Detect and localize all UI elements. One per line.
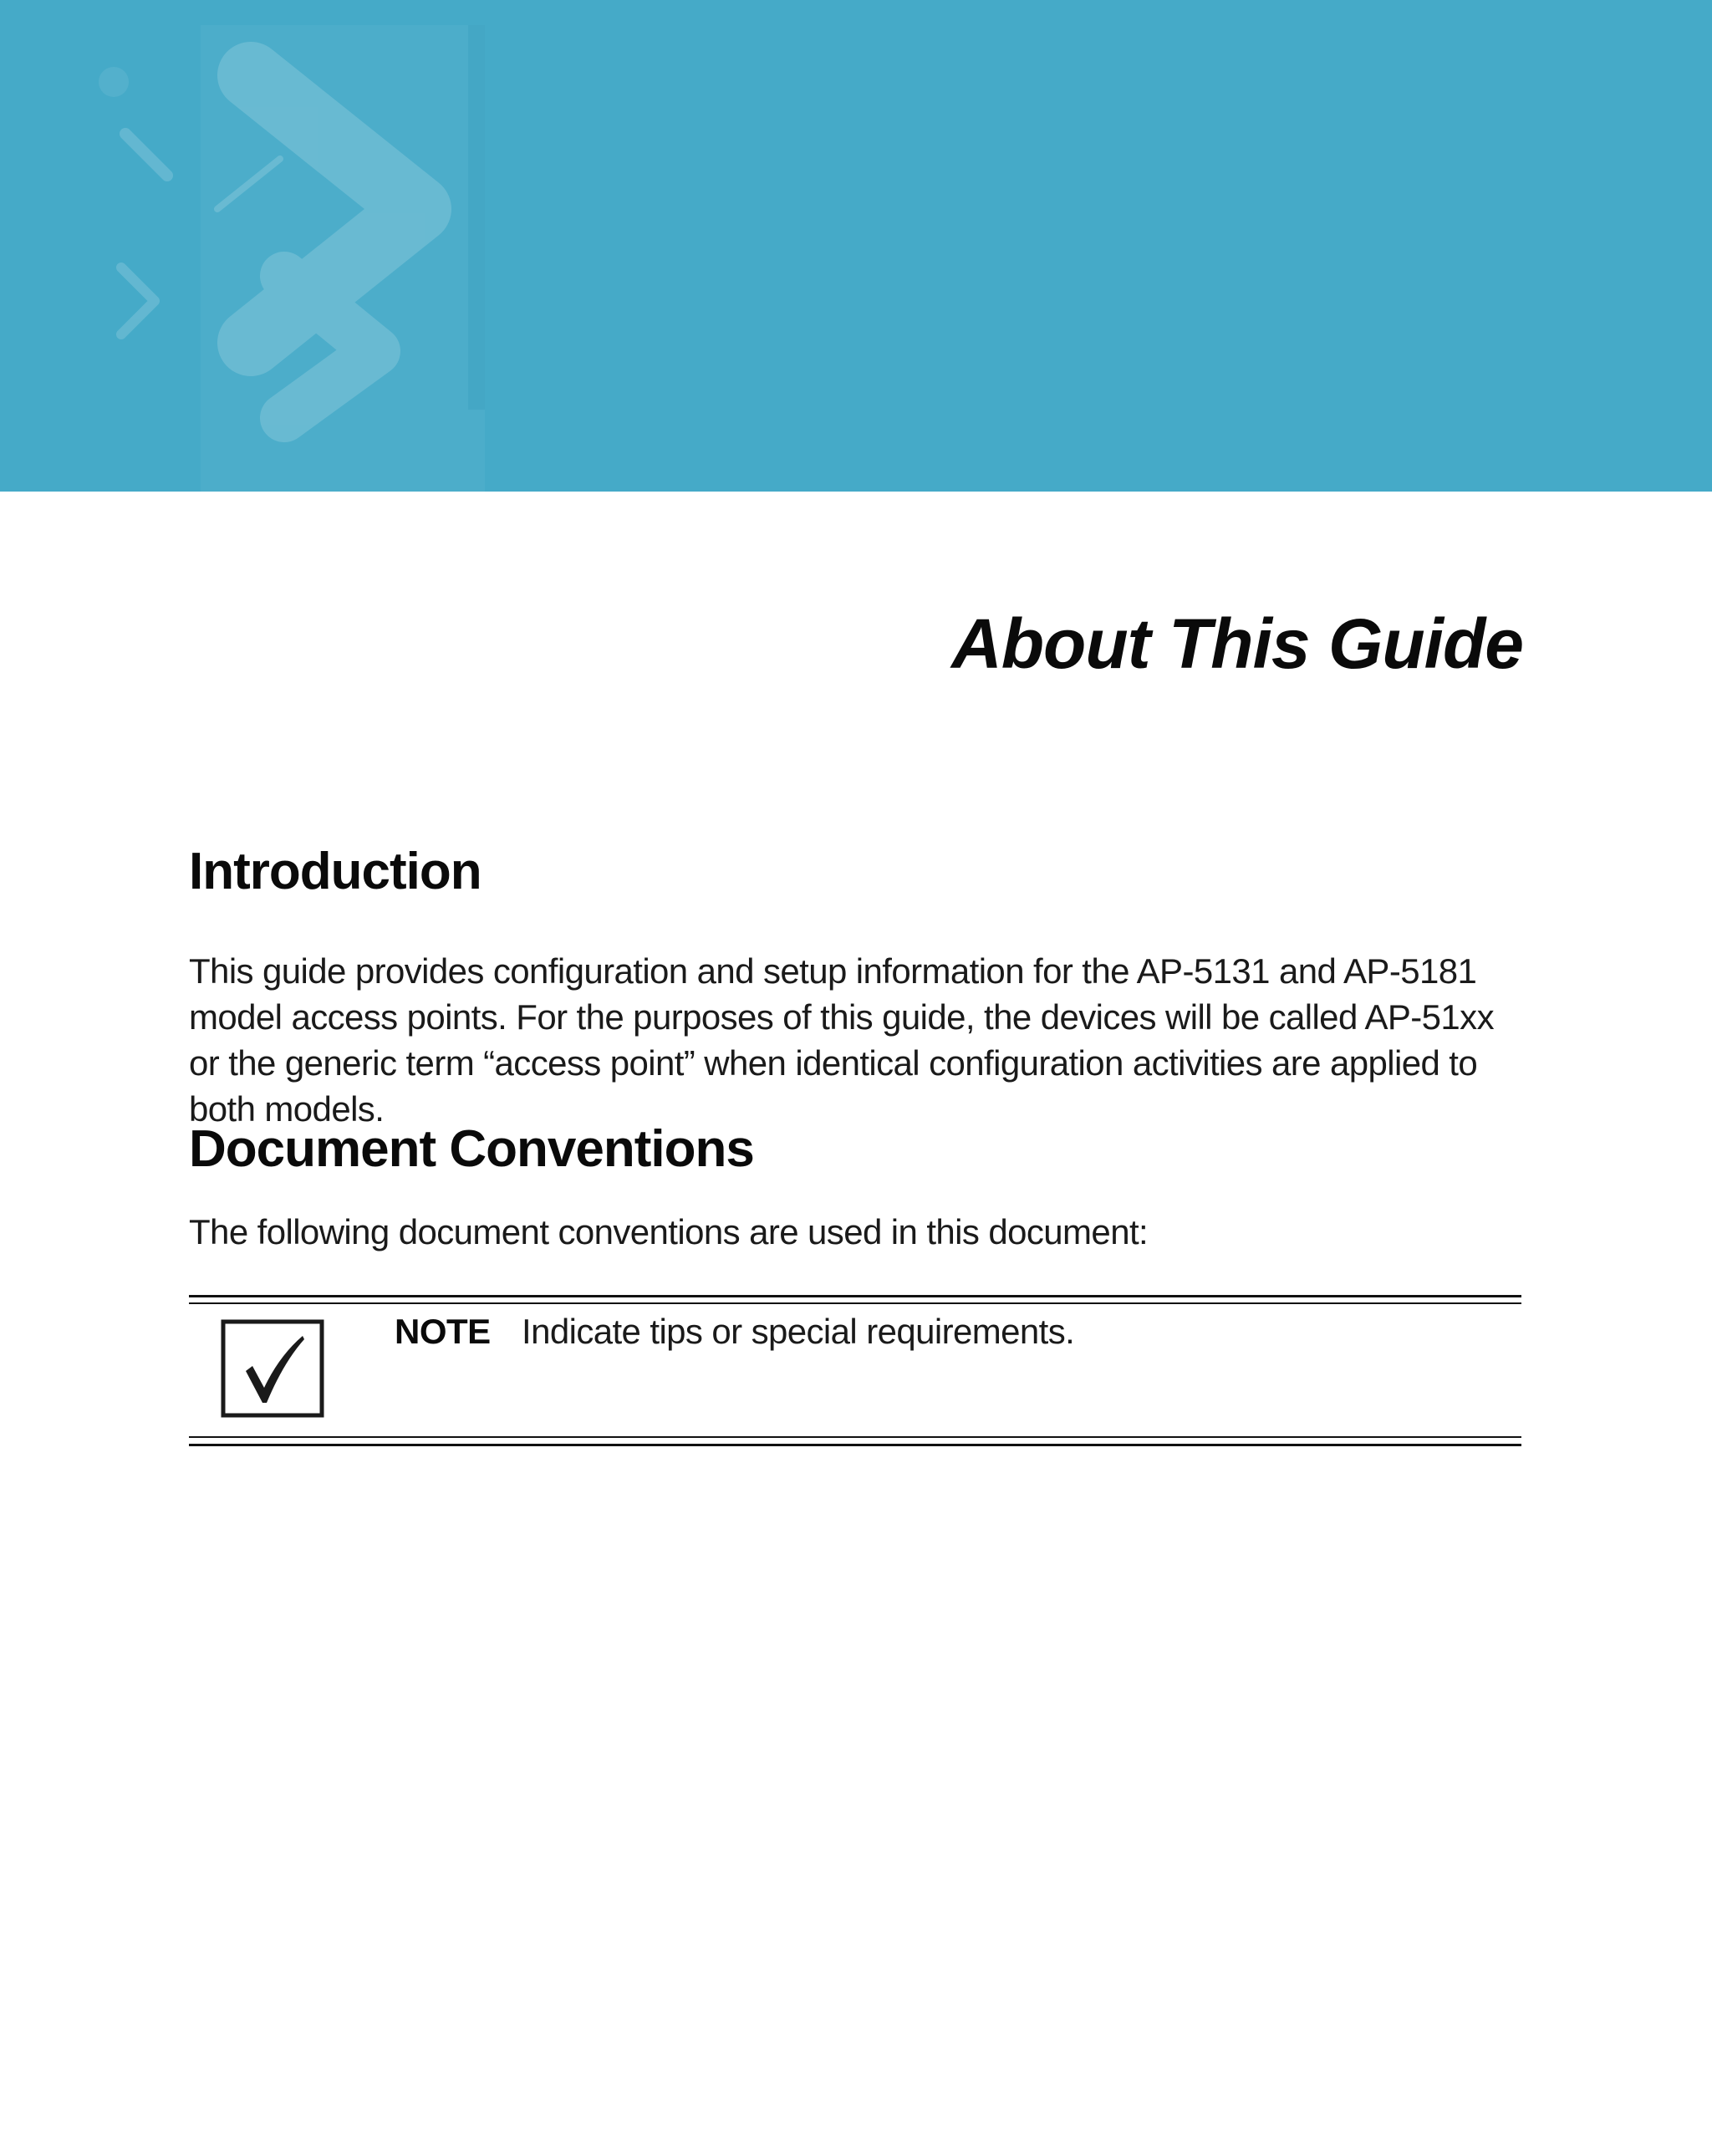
note-top-rule-inner [189, 1302, 1521, 1304]
chevron-arrow-icon [0, 0, 535, 492]
note-bottom-rule-outer [189, 1444, 1521, 1446]
note-top-rule-outer [189, 1295, 1521, 1297]
checkmark-box-icon [221, 1319, 324, 1418]
document-conventions-heading: Document Conventions [189, 1120, 754, 1178]
note-bottom-rule-inner [189, 1436, 1521, 1438]
chapter-title: About This Guide [951, 604, 1523, 683]
introduction-heading: Introduction [189, 843, 482, 900]
note-label: NOTE [395, 1312, 491, 1351]
document-conventions-paragraph: The following document conventions are used in this document: [189, 1212, 1149, 1251]
header-banner [0, 0, 1712, 492]
note-text: Indicate tips or special requirements. [522, 1312, 1075, 1351]
introduction-paragraph: This guide provides configuration and setup information for the AP-5131 and AP-5181 model access points. For the purposes of this guide, the devices will be called AP-51xx or the generic term “access point” when identical configuration activities are applied to both models. [189, 951, 1494, 1129]
